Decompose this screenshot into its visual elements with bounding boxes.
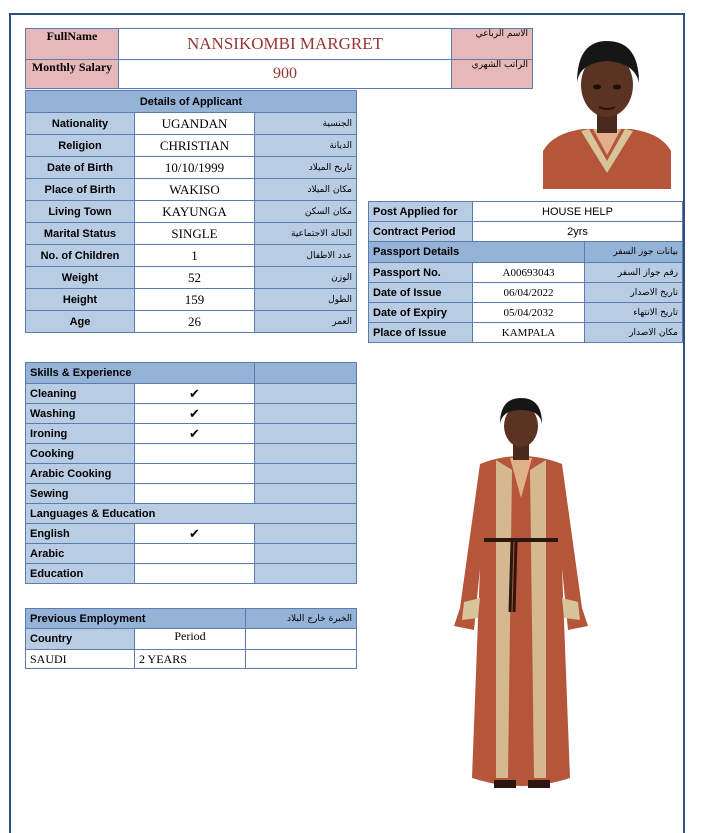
applicant-field-label: Weight (26, 267, 135, 289)
applicant-field-ar: مكان السكن (255, 201, 357, 223)
applicant-title: Details of Applicant (26, 91, 357, 113)
skill-check-mark (135, 544, 255, 564)
applicant-field-label: Marital Status (26, 223, 135, 245)
fullname-ar: الاسم الرباعي (452, 29, 533, 60)
name-salary-table (25, 28, 533, 89)
fullname-label: FullName (26, 29, 119, 60)
applicant-row (26, 267, 357, 289)
languages-title: Languages & Education (26, 504, 357, 524)
passport-row (369, 323, 683, 343)
applicant-field-value: 10/10/1999 (135, 157, 255, 179)
applicant-field-value: 1 (135, 245, 255, 267)
skill-check-mark: ✔ (135, 384, 255, 404)
applicant-field-ar: عدد الاطفال (255, 245, 357, 267)
applicant-field-value: SINGLE (135, 223, 255, 245)
applicant-field-ar: الطول (255, 289, 357, 311)
applicant-row (26, 157, 357, 179)
passport-row (369, 263, 683, 283)
skill-row (26, 444, 357, 464)
skills-title-blank (255, 363, 357, 384)
employment-title: Previous Employment (26, 609, 246, 629)
applicant-field-value: 52 (135, 267, 255, 289)
employment-blank-1 (246, 629, 357, 650)
post-value: HOUSE HELP (473, 202, 683, 222)
skill-label: English (26, 524, 135, 544)
applicant-field-ar: العمر (255, 311, 357, 333)
passport-field-label: Passport No. (369, 263, 473, 283)
skill-row (26, 484, 357, 504)
skill-label: Arabic (26, 544, 135, 564)
skill-label: Cleaning (26, 384, 135, 404)
salary-label: Monthly Salary (26, 60, 119, 89)
applicant-field-value: 159 (135, 289, 255, 311)
employment-period-header: Period (135, 629, 246, 650)
applicant-field-label: Nationality (26, 113, 135, 135)
passport-field-value: KAMPALA (473, 323, 585, 343)
skill-blank (255, 564, 357, 584)
passport-field-ar: رقم جواز السفر (585, 263, 683, 283)
applicant-field-label: Place of Birth (26, 179, 135, 201)
employment-period: 2 YEARS (135, 650, 246, 669)
skill-blank (255, 464, 357, 484)
applicant-field-value: CHRISTIAN (135, 135, 255, 157)
skills-table (25, 362, 357, 584)
passport-title-ar: بيانات جوز السفر (585, 242, 683, 263)
applicant-row (26, 223, 357, 245)
skill-row (26, 544, 357, 564)
applicant-field-ar: الجنسية (255, 113, 357, 135)
skill-row (26, 564, 357, 584)
passport-field-value: A00693043 (473, 263, 585, 283)
applicant-row (26, 113, 357, 135)
period-value: 2yrs (473, 222, 683, 242)
passport-row (369, 303, 683, 323)
skill-blank (255, 544, 357, 564)
skill-blank (255, 444, 357, 464)
employment-country-header: Country (26, 629, 135, 650)
applicant-field-ar: تاريخ الميلاد (255, 157, 357, 179)
applicant-field-ar: الوزن (255, 267, 357, 289)
passport-field-label: Date of Expiry (369, 303, 473, 323)
applicant-row (26, 289, 357, 311)
skill-label: Arabic Cooking (26, 464, 135, 484)
passport-field-ar: تاريخ الانتهاء (585, 303, 683, 323)
skill-blank (255, 424, 357, 444)
skill-row (26, 464, 357, 484)
skill-label: Washing (26, 404, 135, 424)
skill-label: Sewing (26, 484, 135, 504)
skill-check-mark: ✔ (135, 524, 255, 544)
applicant-field-label: Date of Birth (26, 157, 135, 179)
skill-row (26, 404, 357, 424)
applicant-field-label: Age (26, 311, 135, 333)
skill-check-mark: ✔ (135, 404, 255, 424)
applicant-details-table (25, 90, 357, 333)
skill-blank (255, 484, 357, 504)
skill-label: Ironing (26, 424, 135, 444)
skill-check-mark: ✔ (135, 424, 255, 444)
employment-country: SAUDI (26, 650, 135, 669)
applicant-field-value: 26 (135, 311, 255, 333)
skill-row (26, 524, 357, 544)
applicant-field-value: KAYUNGA (135, 201, 255, 223)
skill-check-mark (135, 484, 255, 504)
applicant-field-ar: الحالة الاجتماعية (255, 223, 357, 245)
applicant-headshot-photo (543, 33, 671, 189)
period-label: Contract Period (369, 222, 473, 242)
applicant-row (26, 245, 357, 267)
post-label: Post Applied for (369, 202, 473, 222)
applicant-field-label: No. of Children (26, 245, 135, 267)
passport-field-ar: مكان الاصدار (585, 323, 683, 343)
applicant-row (26, 179, 357, 201)
applicant-field-label: Living Town (26, 201, 135, 223)
skill-row (26, 424, 357, 444)
passport-title: Passport Details (369, 242, 585, 263)
passport-field-value: 06/04/2022 (473, 283, 585, 303)
applicant-field-ar: مكان الميلاد (255, 179, 357, 201)
skill-check-mark (135, 464, 255, 484)
skill-blank (255, 404, 357, 424)
applicant-field-label: Religion (26, 135, 135, 157)
skill-row (26, 384, 357, 404)
applicant-field-value: UGANDAN (135, 113, 255, 135)
applicant-row (26, 135, 357, 157)
applicant-field-ar: الديانة (255, 135, 357, 157)
skill-check-mark (135, 444, 255, 464)
skill-check-mark (135, 564, 255, 584)
applicant-row (26, 311, 357, 333)
employment-title-ar: الخبرة خارج البلاد (246, 609, 357, 629)
passport-table (368, 201, 683, 343)
applicant-field-label: Height (26, 289, 135, 311)
fullname-value: NANSIKOMBI MARGRET (119, 29, 452, 60)
applicant-full-body-photo (450, 398, 592, 794)
passport-field-label: Date of Issue (369, 283, 473, 303)
skills-title: Skills & Experience (26, 363, 255, 384)
applicant-field-value: WAKISO (135, 179, 255, 201)
salary-value: 900 (119, 60, 452, 89)
skill-label: Education (26, 564, 135, 584)
skill-label: Cooking (26, 444, 135, 464)
passport-row (369, 283, 683, 303)
passport-field-value: 05/04/2032 (473, 303, 585, 323)
employment-blank-2 (246, 650, 357, 669)
applicant-row (26, 201, 357, 223)
skill-blank (255, 384, 357, 404)
employment-table (25, 608, 357, 669)
skill-blank (255, 524, 357, 544)
passport-field-ar: تاريخ الاصدار (585, 283, 683, 303)
passport-field-label: Place of Issue (369, 323, 473, 343)
salary-ar: الراتب الشهري (452, 60, 533, 89)
